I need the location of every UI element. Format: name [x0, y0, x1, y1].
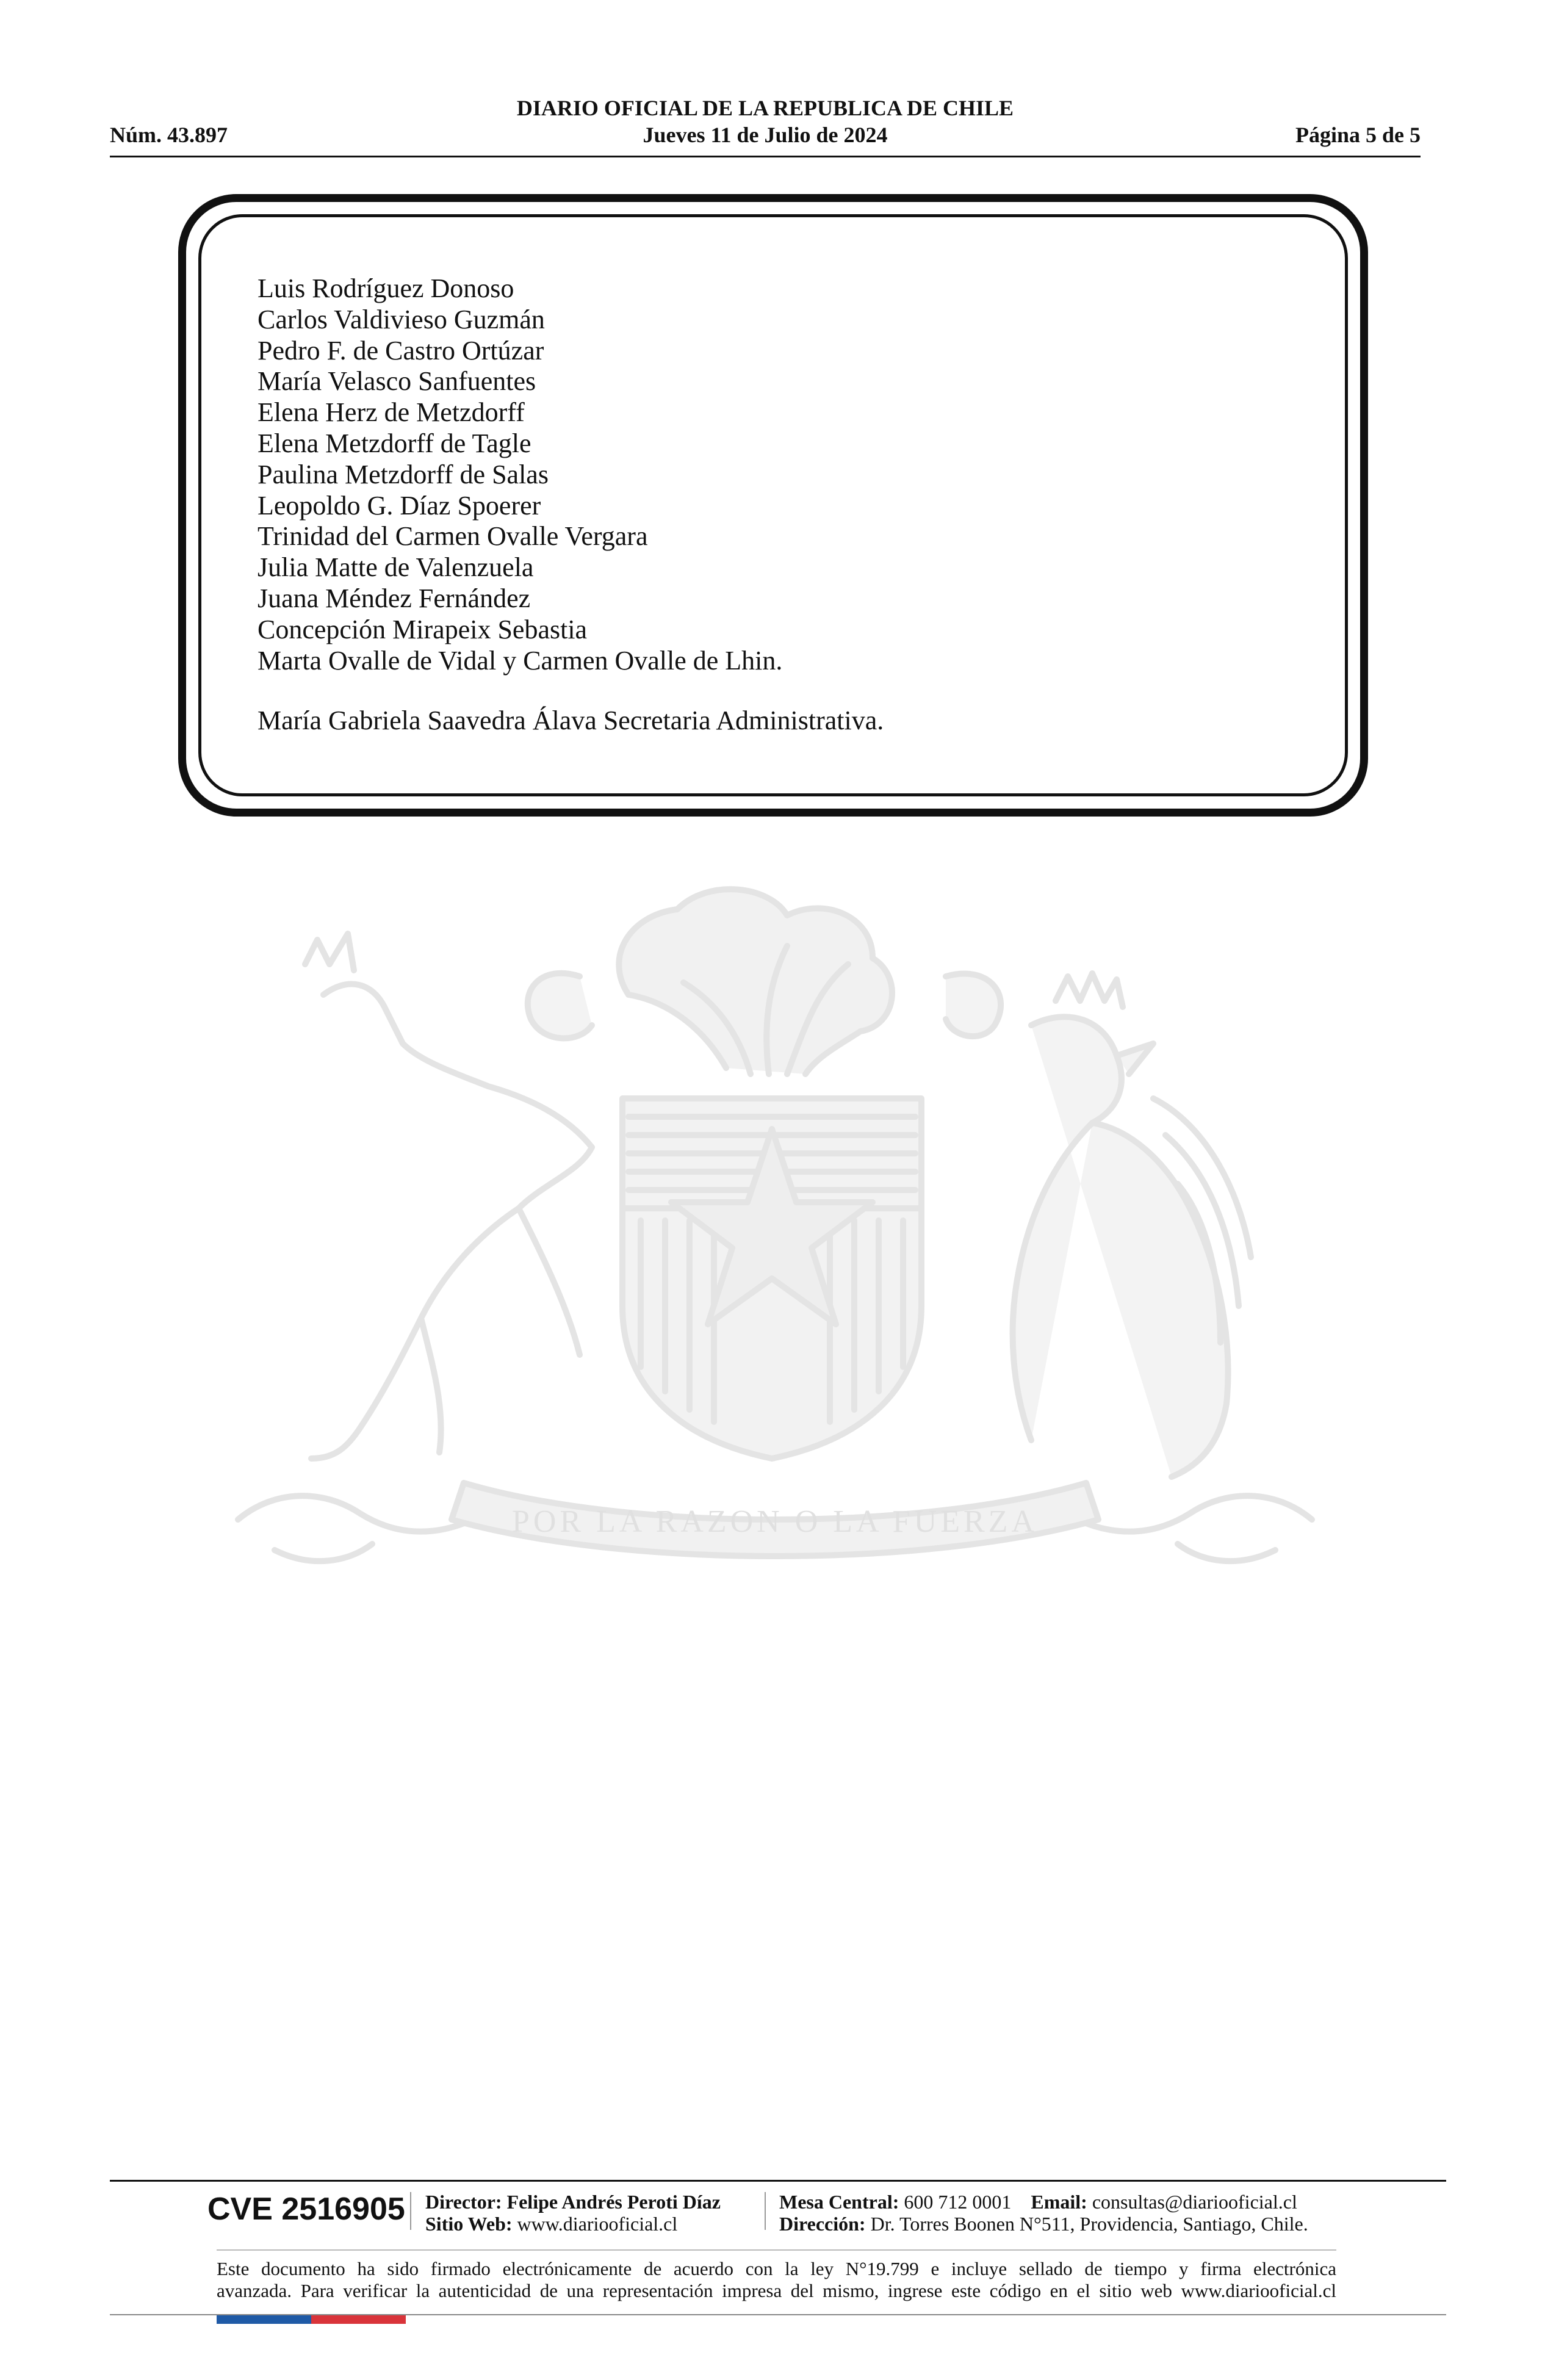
list-item: Trinidad del Carmen Ovalle Vergara: [258, 521, 648, 552]
list-item: Carlos Valdivieso Guzmán: [258, 304, 545, 334]
signature-line: María Gabriela Saavedra Álava Secretaria Administrativa.: [258, 705, 884, 735]
list-item: Luis Rodríguez Donoso: [258, 273, 514, 303]
contact-block: [779, 2191, 1308, 2235]
list-item: María Velasco Sanfuentes: [258, 366, 536, 397]
list-item: Paulina Metzdorff de Salas: [258, 459, 549, 489]
footer-separator: [765, 2192, 766, 2230]
list-item: Elena Herz de Metzdorff: [258, 397, 525, 428]
director-block: [425, 2191, 721, 2235]
list-item: Leopoldo G. Díaz Spoerer: [258, 490, 541, 521]
email-link[interactable]: consultas@diariooficial.cl: [1092, 2191, 1297, 2213]
list-item: Julia Matte de Valenzuela: [258, 552, 534, 583]
flag-stripe-red: [311, 2315, 406, 2324]
flag-stripe-blue: [217, 2315, 311, 2324]
names-list: [258, 273, 1295, 676]
issue-number: Núm. 43.897: [110, 123, 228, 147]
cve-code: CVE 2516905: [207, 2191, 405, 2227]
list-item: Concepción Mirapeix Sebastia: [258, 614, 588, 644]
chile-coat-of-arms-icon: [201, 842, 1349, 1660]
legal-note-line: avanzada. Para verificar la autenticidad de una representación impresa del mismo, ingrese este código en el sitio web www.diariooficial.cl: [217, 2280, 1336, 2301]
coat-motto: POR LA RAZON O LA FUERZA: [512, 1504, 1038, 1539]
website-label: Sitio Web:: [425, 2213, 513, 2235]
legal-note: [217, 2258, 1336, 2302]
email-label: Email:: [1031, 2191, 1087, 2213]
footer-divider-mid: [217, 2249, 1336, 2251]
list-item: Marta Ovalle de Vidal y Carmen Ovalle de Lhin.: [258, 645, 783, 676]
legal-note-line: Este documento ha sido firmado electrónicamente de acuerdo con la ley N°19.799 e incluye sellado de tiempo y firma electrónica: [217, 2258, 1336, 2279]
address-label: Dirección:: [779, 2213, 866, 2235]
list-item: Elena Metzdorff de Tagle: [258, 428, 531, 458]
phone-number: 600 712 0001: [904, 2191, 1012, 2213]
address-text: Dr. Torres Boonen N°511, Providencia, Santiago, Chile.: [870, 2213, 1308, 2235]
list-item: Juana Méndez Fernández: [258, 583, 531, 613]
page-indicator: Página 5 de 5: [1295, 123, 1421, 147]
page-header: [110, 95, 1421, 157]
footer-divider-top: [110, 2180, 1446, 2182]
issue-date: Jueves 11 de Julio de 2024: [643, 123, 888, 147]
website-link[interactable]: www.diariooficial.cl: [517, 2213, 678, 2235]
director-label: Director:: [425, 2191, 502, 2213]
footer-separator: [410, 2192, 411, 2230]
director-name: Felipe Andrés Peroti Díaz: [506, 2191, 721, 2213]
list-item: Pedro F. de Castro Ortúzar: [258, 335, 544, 366]
phone-label: Mesa Central:: [779, 2191, 899, 2213]
publication-title: DIARIO OFICIAL DE LA REPUBLICA DE CHILE: [516, 96, 1014, 120]
